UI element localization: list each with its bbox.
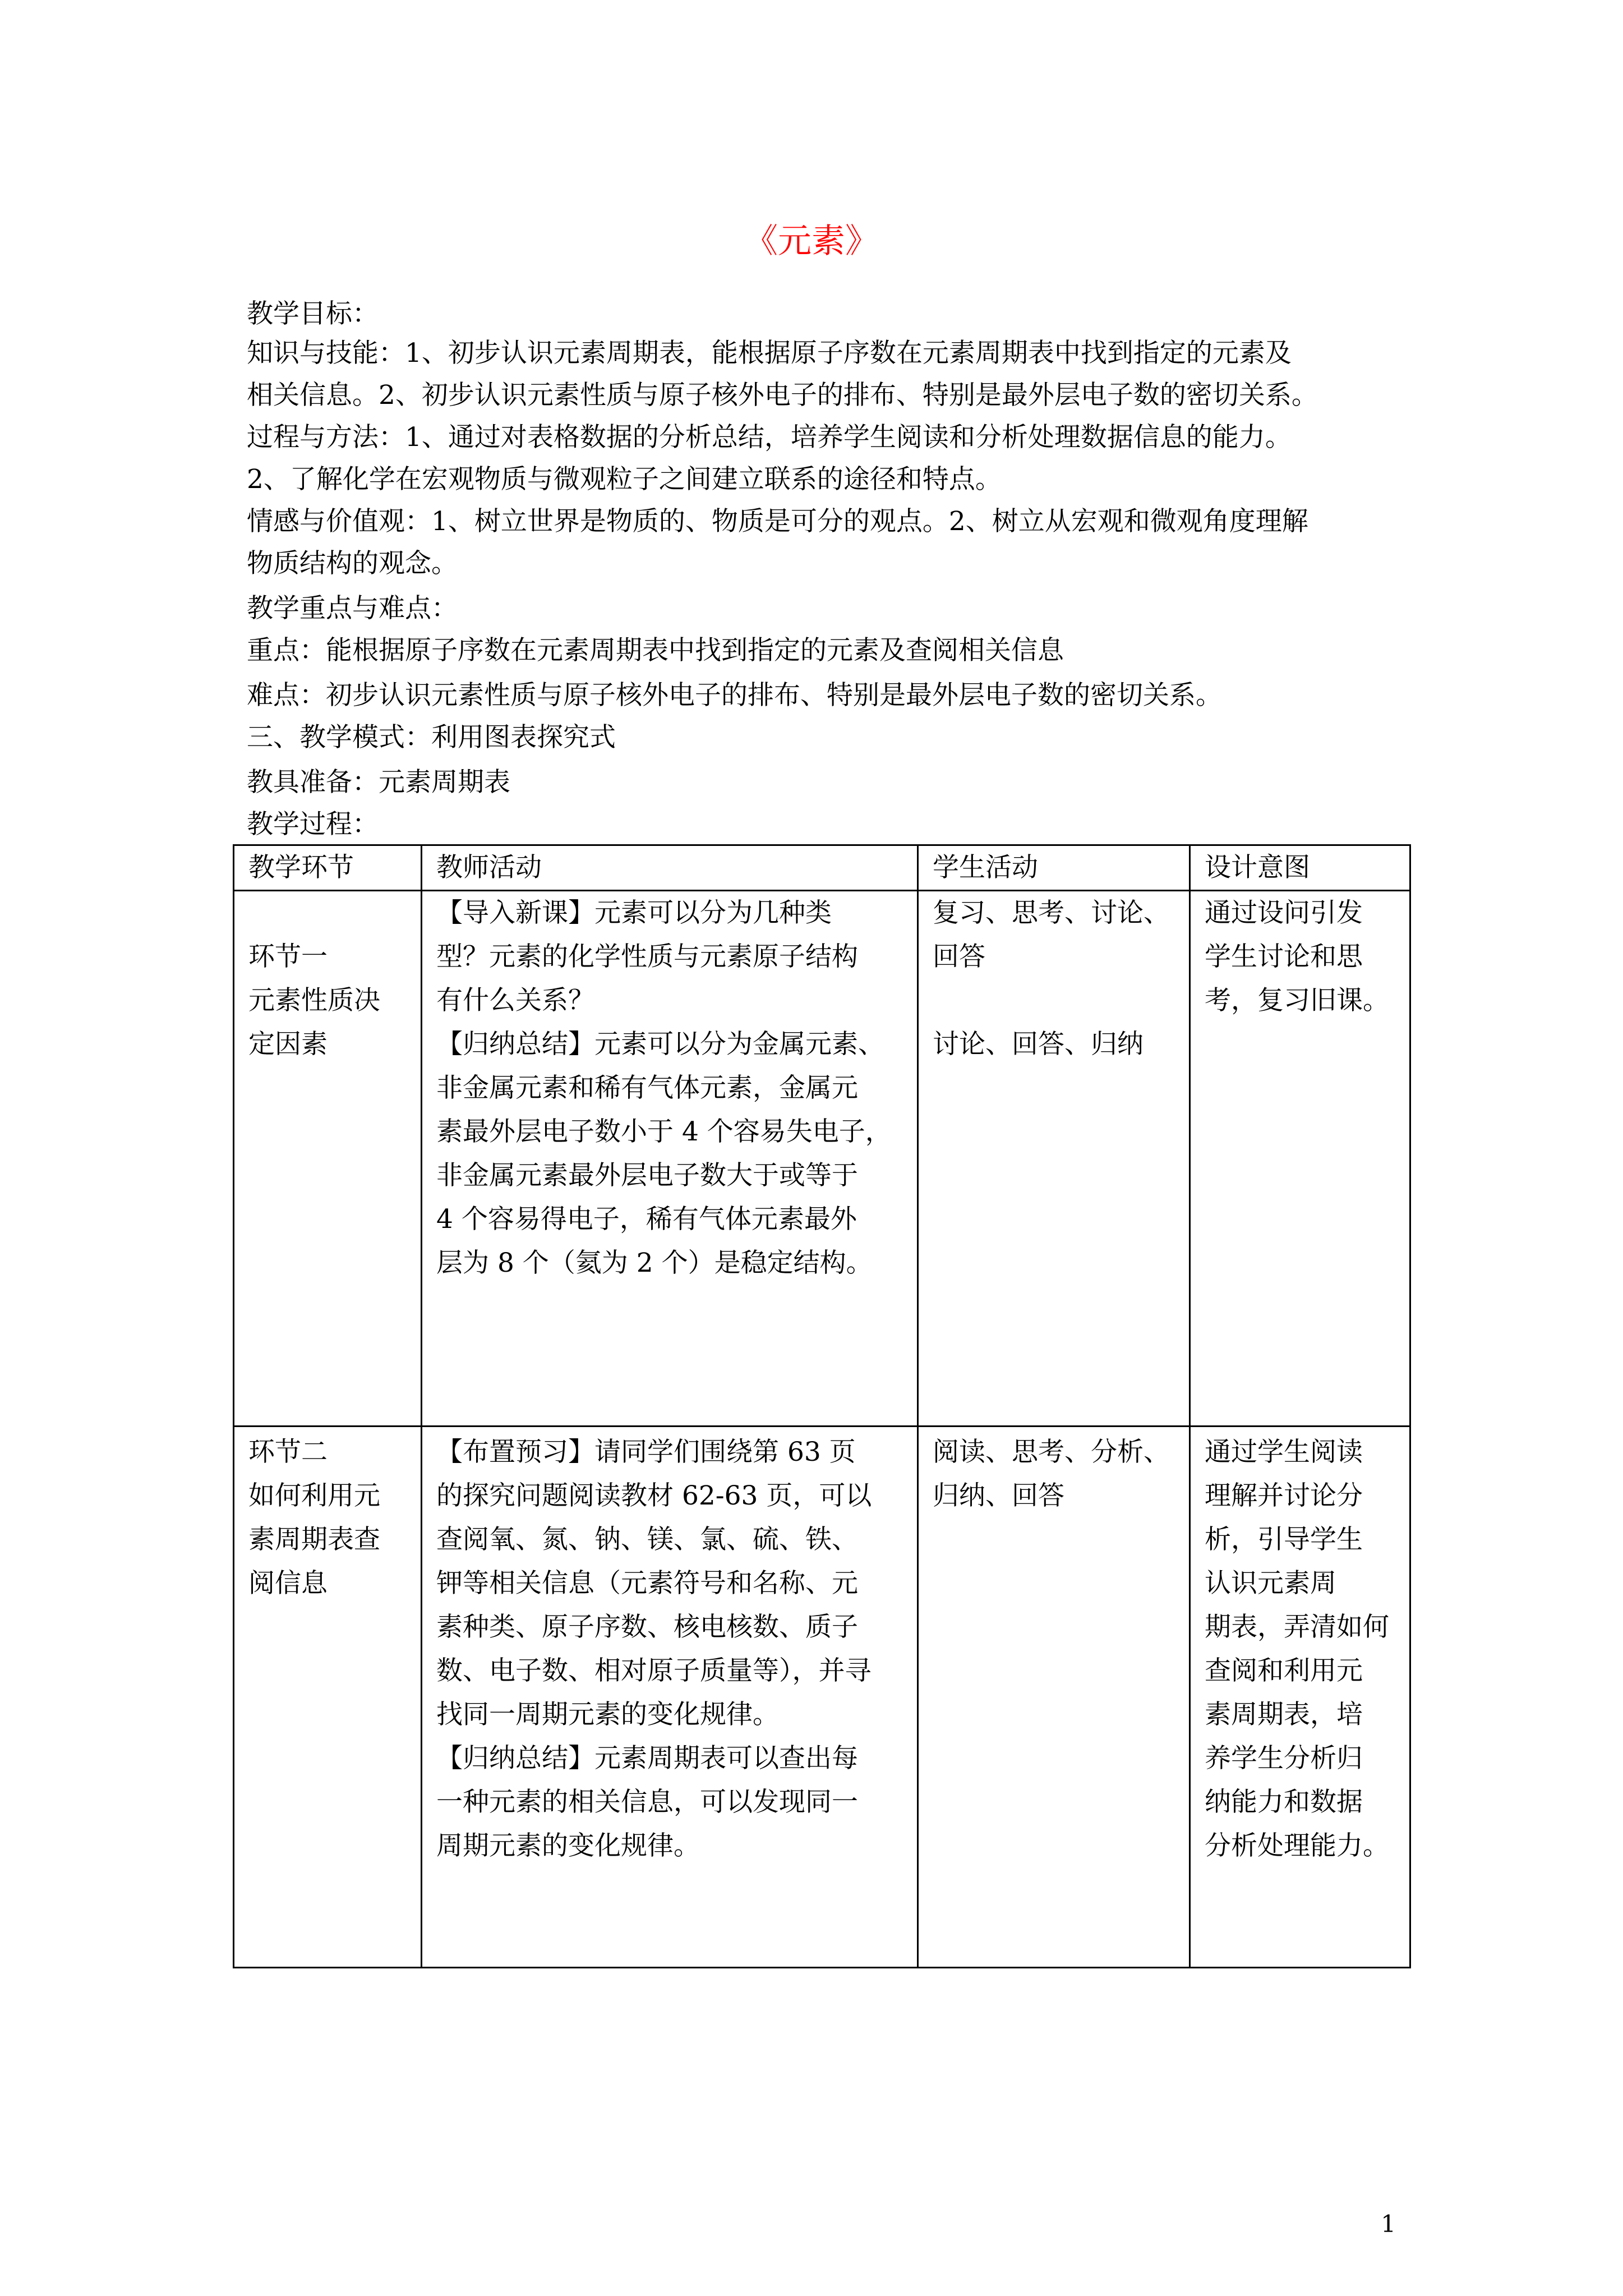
teacher-line: 找同一周期元素的变化规律。 bbox=[436, 1699, 779, 1730]
teacher-line: 型？元素的化学性质与元素原子结构 bbox=[436, 941, 858, 972]
header-student-activity: 学生活动 bbox=[918, 845, 1190, 891]
teacher-line: 数、电子数、相对原子质量等），并寻 bbox=[436, 1655, 872, 1686]
paragraph-key-point: 重点：能根据原子序数在元素周期表中找到指定的元素及查阅相关信息 bbox=[247, 635, 1064, 666]
design-line: 考，复习旧课。 bbox=[1205, 985, 1389, 1016]
teacher-line: 【归纳总结】元素周期表可以查出每 bbox=[436, 1743, 858, 1774]
teacher-line: 非金属元素和稀有气体元素，金属元 bbox=[436, 1073, 858, 1103]
teacher-line: 【布置预习】请同学们围绕第 63 页 bbox=[436, 1437, 856, 1467]
design-line: 通过设问引发 bbox=[1205, 898, 1363, 928]
design-line: 析，引导学生 bbox=[1205, 1524, 1363, 1555]
design-line: 纳能力和数据 bbox=[1205, 1787, 1363, 1818]
paragraph-process-2: 2、了解化学在宏观物质与微观粒子之间建立联系的途径和特点。 bbox=[247, 464, 1002, 495]
teacher-line: 素最外层电子数小于 4 个容易失电子， bbox=[436, 1116, 892, 1147]
design-line: 学生讨论和思 bbox=[1205, 941, 1363, 972]
paragraph-values-2: 物质结构的观念。 bbox=[247, 548, 458, 579]
teacher-line: 【归纳总结】元素可以分为金属元素、 bbox=[436, 1029, 884, 1060]
table-row bbox=[234, 1427, 1410, 1968]
paragraph-knowledge-1: 知识与技能：1、初步认识元素周期表，能根据原子序数在元素周期表中找到指定的元素及 bbox=[247, 338, 1292, 369]
teacher-line: 层为 8 个（氦为 2 个）是稳定结构。 bbox=[436, 1248, 873, 1278]
header-teacher-activity: 教师活动 bbox=[422, 845, 918, 891]
paragraph-objectives-heading: 教学目标： bbox=[247, 298, 379, 329]
paragraph-key-points-heading: 教学重点与难点： bbox=[247, 593, 458, 624]
page-number: 1 bbox=[1381, 2210, 1396, 2238]
design-line: 分析处理能力。 bbox=[1205, 1830, 1389, 1861]
paragraph-values-1: 情感与价值观：1、树立世界是物质的、物质是可分的观点。2、树立从宏观和微观角度理解 bbox=[247, 506, 1308, 537]
teacher-line: 4 个容易得电子，稀有气体元素最外 bbox=[436, 1204, 857, 1235]
student-line: 讨论、回答、归纳 bbox=[933, 1029, 1144, 1060]
stage-line: 元素性质决 bbox=[248, 985, 380, 1016]
paragraph-process-1: 过程与方法：1、通过对表格数据的分析总结，培养学生阅读和分析处理数据信息的能力。 bbox=[247, 422, 1292, 453]
design-line: 素周期表，培 bbox=[1205, 1699, 1363, 1730]
design-line: 认识元素周 bbox=[1205, 1568, 1336, 1599]
student-line: 归纳、回答 bbox=[933, 1480, 1064, 1511]
stage-line: 素周期表查 bbox=[248, 1524, 380, 1555]
teacher-line: 的探究问题阅读教材 62-63 页，可以 bbox=[436, 1480, 872, 1511]
design-intent-cell bbox=[1190, 1427, 1410, 1968]
teacher-line: 查阅氧、氮、钠、镁、氯、硫、铁、 bbox=[436, 1524, 858, 1555]
header-design-intent: 设计意图 bbox=[1190, 845, 1410, 891]
spacer bbox=[933, 979, 1175, 1023]
document-title: 《元素》 bbox=[744, 222, 879, 261]
design-line: 查阅和利用元 bbox=[1205, 1655, 1363, 1686]
design-line: 通过学生阅读 bbox=[1205, 1437, 1363, 1467]
stage-line: 阅信息 bbox=[248, 1568, 328, 1599]
paragraph-teaching-mode: 三、教学模式：利用图表探究式 bbox=[247, 722, 616, 753]
student-activity-cell bbox=[918, 891, 1190, 1427]
table-header-row bbox=[234, 845, 1410, 891]
student-line: 阅读、思考、分析、 bbox=[933, 1437, 1170, 1467]
header-stage: 教学环节 bbox=[234, 845, 422, 891]
student-line: 回答 bbox=[933, 941, 985, 972]
teacher-activity-cell bbox=[422, 1427, 918, 1968]
student-line: 复习、思考、讨论、 bbox=[933, 898, 1170, 928]
teacher-line: 非金属元素最外层电子数大于或等于 bbox=[436, 1160, 858, 1191]
stage-cell bbox=[234, 1427, 422, 1968]
teacher-line: 钾等相关信息（元素符号和名称、元 bbox=[436, 1568, 858, 1599]
design-intent-cell bbox=[1190, 891, 1410, 1427]
teacher-activity-cell bbox=[422, 891, 918, 1427]
teaching-process-table bbox=[233, 844, 1411, 1968]
design-line: 期表，弄清如何 bbox=[1205, 1612, 1389, 1642]
student-activity-cell bbox=[918, 1427, 1190, 1968]
paragraph-knowledge-2: 相关信息。2、初步认识元素性质与原子核外电子的排布、特别是最外层电子数的密切关系。 bbox=[247, 380, 1318, 411]
stage-line: 如何利用元 bbox=[248, 1480, 380, 1511]
teacher-line: 一种元素的相关信息，可以发现同一 bbox=[436, 1787, 858, 1818]
teacher-line: 【导入新课】元素可以分为几种类 bbox=[436, 898, 832, 928]
teacher-line: 周期元素的变化规律。 bbox=[436, 1830, 700, 1861]
stage-cell bbox=[234, 891, 422, 1427]
paragraph-difficulty: 难点：初步认识元素性质与原子核外电子的排布、特别是最外层电子数的密切关系。 bbox=[247, 680, 1222, 711]
design-line: 养学生分析归 bbox=[1205, 1743, 1363, 1774]
stage-line: 定因素 bbox=[248, 1029, 328, 1060]
stage-line: 环节一 bbox=[248, 941, 328, 972]
teacher-line: 素种类、原子序数、核电核数、质子 bbox=[436, 1612, 858, 1642]
teacher-line: 有什么关系？ bbox=[436, 985, 594, 1016]
paragraph-teaching-aids: 教具准备：元素周期表 bbox=[247, 767, 510, 798]
table-row bbox=[234, 891, 1410, 1427]
stage-line: 环节二 bbox=[248, 1437, 328, 1467]
design-line: 理解并讨论分 bbox=[1205, 1480, 1363, 1511]
paragraph-process-heading: 教学过程： bbox=[247, 809, 379, 840]
